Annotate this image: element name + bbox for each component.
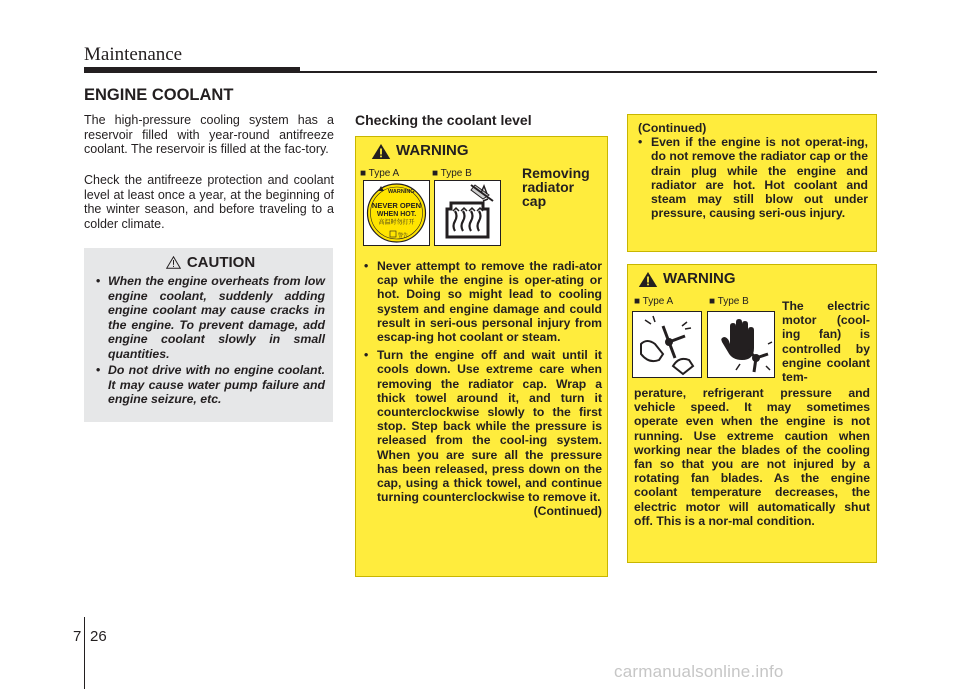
fan-injury-symbol-icon bbox=[633, 312, 701, 377]
caution-item-1: • When the engine overheats from low engine coolant, suddenly adding engine coolant may cause cracks in the engine. To prevent damage, add engine coolant slowly in small quantities. bbox=[96, 274, 325, 361]
warning-title-fan: WARNING bbox=[663, 270, 736, 288]
warning-heading bbox=[371, 143, 599, 160]
warning1-item-2: • Turn the engine off and wait until it cools down. Use extreme care when removing the radiator cap. Wrap a thick towel around it, and turn it counterclockwise slowly to the first stop. Step back while the pressure is released from the cool-ing system. When you are sure all the pressure has been released, press down on the cap, using a thick towel, and continue turning counterclockwise to remove it. bbox=[364, 348, 602, 504]
warning-triangle-icon bbox=[371, 143, 391, 160]
page-number-divider bbox=[84, 617, 85, 689]
page-header-title: Maintenance bbox=[84, 44, 183, 65]
continued-heading: (Continued) bbox=[638, 121, 707, 135]
caution-title: CAUTION bbox=[186, 254, 256, 271]
label-warning-cn-text: 警告 bbox=[398, 233, 409, 239]
warning-heading-fan bbox=[638, 271, 868, 288]
warning-title: WARNING bbox=[396, 142, 469, 160]
watermark: carmanualsonline.info bbox=[614, 662, 784, 681]
checking-coolant-heading: Checking the coolant level bbox=[355, 112, 532, 128]
header-bar bbox=[84, 67, 300, 73]
warning2-item-1: • Even if the engine is not operat-ing, do not remove the radiator cap or the drain plug while the engine and radiator are hot. Hot coolant and steam may still blow out under pressure, causing seri-ous injury. bbox=[638, 135, 868, 220]
chapter-number: 7 bbox=[73, 628, 82, 645]
caution-heading bbox=[96, 254, 325, 271]
warning2-list bbox=[638, 135, 868, 220]
caution-triangle-icon bbox=[166, 256, 181, 269]
caution-item-2: • Do not drive with no engine coolant. It may cause water pump failure and engine seizure, etc. bbox=[96, 363, 325, 407]
type-labels-fan bbox=[634, 296, 749, 307]
fan-hand-warning-image bbox=[632, 311, 702, 378]
stop-hand-fan-icon bbox=[708, 312, 774, 377]
intro-paragraph-2: Check the antifreeze protection and coolant level at least once a year, at the beginning of the winter season, and before traveling to a colder climate. bbox=[84, 173, 334, 231]
type-a-label-fan: ■ Type A bbox=[634, 296, 674, 307]
radiator-cap-symbol-image bbox=[434, 180, 501, 246]
type-a-label: ■ Type A bbox=[360, 168, 400, 179]
type-b-label: ■ Type B bbox=[432, 168, 472, 179]
fan-warning-text-rest: perature, refrigerant pressure and vehicle speed. It may sometimes operate even when the engine is not running. Use extreme caution when working near the blades of the cooling fan so that you are not injured by a rotating fan blades. As the engine coolant temperature decreases, the electric motor will automatically shut off. This is a nor-mal condition. bbox=[634, 386, 870, 528]
never-open-label-icon bbox=[364, 181, 429, 245]
type-labels bbox=[360, 168, 472, 179]
page-number: 26 bbox=[90, 628, 107, 645]
warning-box-continued bbox=[627, 114, 877, 252]
label-chinese-text: 高温时勿打开 bbox=[378, 219, 415, 226]
intro-paragraph-1: The high-pressure cooling system has a reservoir filled with year-round antifreeze coolant. The reservoir is filled at the fac-tory. bbox=[84, 113, 334, 156]
caution-list bbox=[96, 274, 325, 407]
header-rule bbox=[300, 71, 877, 73]
warning1-list bbox=[364, 259, 602, 519]
radiator-cap-label-image bbox=[363, 180, 430, 246]
removing-radiator-cap-caption: Removing radiator cap bbox=[522, 165, 590, 209]
fan-symbol-image bbox=[707, 311, 775, 378]
fan-warning-text-top: The electric motor (cool-ing fan) is controlled by engine coolant tem- bbox=[782, 299, 870, 385]
label-when-hot-text: WHEN HOT. bbox=[376, 211, 417, 218]
hot-coolant-symbol-icon bbox=[435, 181, 500, 245]
caution-box bbox=[84, 248, 333, 422]
warning-triangle-icon bbox=[638, 271, 658, 288]
section-title: ENGINE COOLANT bbox=[84, 86, 234, 104]
continued-label: (Continued) bbox=[533, 504, 602, 519]
label-never-open-text: NEVER OPEN bbox=[371, 201, 422, 210]
type-b-label-fan: ■ Type B bbox=[709, 296, 749, 307]
label-warning-text: WARNING bbox=[388, 189, 415, 195]
warning1-item-1: • Never attempt to remove the radi-ator cap while the engine is oper-ating or hot. Doing so might lead to cooling system and engine damage and could result in seri-ous personal injury from escap-ing hot coolant or steam. bbox=[364, 259, 602, 344]
